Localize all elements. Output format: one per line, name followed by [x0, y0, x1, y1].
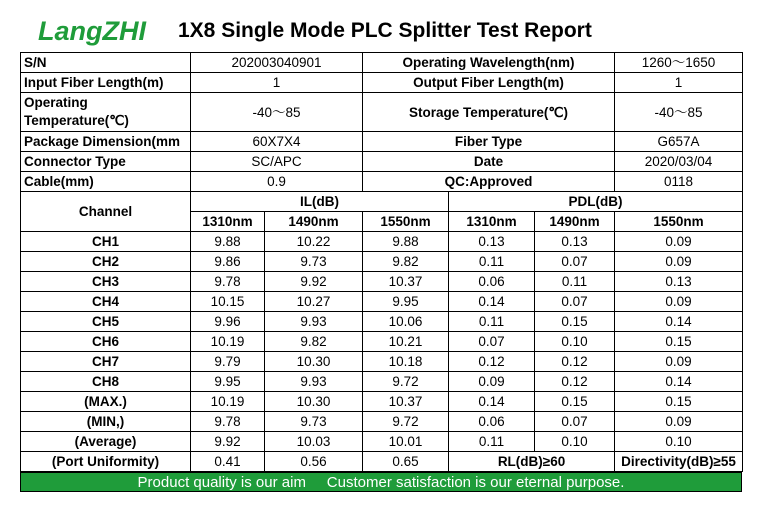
result-rows	[21, 232, 743, 452]
measurement-cell: 0.15	[615, 332, 743, 352]
measurement-cell: 10.30	[265, 392, 363, 412]
channel-name: (Average)	[21, 432, 191, 452]
il-header: IL(dB)	[191, 192, 449, 212]
table-row	[21, 432, 743, 452]
uniformity-row	[21, 452, 743, 472]
measurement-cell: 10.30	[265, 352, 363, 372]
uniformity-1490: 0.56	[265, 452, 363, 472]
measurement-cell: 0.09	[615, 412, 743, 432]
footer-slogan-left: Product quality is our aim	[137, 473, 306, 491]
measurement-cell: 0.06	[449, 412, 535, 432]
table-row	[21, 332, 743, 352]
channel-name: CH7	[21, 352, 191, 372]
measurement-cell: 0.09	[615, 232, 743, 252]
qc-label: QC:Approved	[363, 172, 615, 192]
measurement-cell: 10.21	[363, 332, 449, 352]
table-row	[21, 412, 743, 432]
channel-name: CH3	[21, 272, 191, 292]
sn-value: 202003040901	[191, 53, 363, 73]
channel-name: (MIN,)	[21, 412, 191, 432]
table-row	[21, 372, 743, 392]
table-row	[21, 272, 743, 292]
info-row-sn	[21, 53, 743, 73]
measurement-cell: 0.14	[615, 312, 743, 332]
measurement-cell: 9.96	[191, 312, 265, 332]
measurement-cell: 9.82	[265, 332, 363, 352]
measurement-cell: 9.93	[265, 372, 363, 392]
measurement-cell: 10.27	[265, 292, 363, 312]
package-dimension-label: Package Dimension(mm	[21, 132, 191, 152]
measurement-cell: 9.95	[191, 372, 265, 392]
qc-value: 0118	[615, 172, 743, 192]
measurement-cell: 0.10	[535, 432, 615, 452]
output-length-value: 1	[615, 73, 743, 93]
measurement-cell: 9.92	[265, 272, 363, 292]
measurement-cell: 0.06	[449, 272, 535, 292]
measurement-cell: 0.09	[615, 292, 743, 312]
operating-temp-label: Operating Temperature(℃)	[21, 93, 191, 132]
measurement-cell: 9.92	[191, 432, 265, 452]
info-row-temperature	[21, 93, 743, 132]
il-1310-header: 1310nm	[191, 212, 265, 232]
measurement-cell: 10.37	[363, 392, 449, 412]
measurement-cell: 0.14	[615, 372, 743, 392]
measurement-cell: 0.12	[535, 372, 615, 392]
channel-header: Channel	[21, 192, 191, 232]
measurement-cell: 0.11	[449, 252, 535, 272]
table-row	[21, 312, 743, 332]
logo-text: LangZHI	[38, 15, 146, 46]
channel-name: CH4	[21, 292, 191, 312]
measurement-cell: 0.07	[535, 252, 615, 272]
measurement-cell: 0.10	[615, 432, 743, 452]
measurement-cell: 10.18	[363, 352, 449, 372]
fiber-type-value: G657A	[615, 132, 743, 152]
table-row	[21, 352, 743, 372]
channel-name: CH1	[21, 232, 191, 252]
channel-name: CH2	[21, 252, 191, 272]
channel-name: CH6	[21, 332, 191, 352]
channel-name: (MAX.)	[21, 392, 191, 412]
measurement-cell: 0.13	[615, 272, 743, 292]
output-length-label: Output Fiber Length(m)	[363, 73, 615, 93]
channel-name: CH5	[21, 312, 191, 332]
measurement-cell: 9.73	[265, 412, 363, 432]
test-report-table	[20, 52, 743, 472]
measurement-cell: 9.82	[363, 252, 449, 272]
measurement-cell: 9.78	[191, 272, 265, 292]
il-1490-header: 1490nm	[265, 212, 363, 232]
measurement-cell: 10.06	[363, 312, 449, 332]
storage-temp-value: -40～85	[615, 93, 743, 132]
measurement-cell: 10.15	[191, 292, 265, 312]
table-row	[21, 392, 743, 412]
channel-name: CH8	[21, 372, 191, 392]
measurement-cell: 0.14	[449, 292, 535, 312]
wavelength-value: 1260～1650	[615, 53, 743, 73]
date-label: Date	[363, 152, 615, 172]
measurement-cell: 0.13	[535, 232, 615, 252]
measurement-cell: 0.15	[535, 392, 615, 412]
measurement-cell: 9.73	[265, 252, 363, 272]
uniformity-label: (Port Uniformity)	[21, 452, 191, 472]
measurement-cell: 0.15	[615, 392, 743, 412]
measurement-cell: 10.03	[265, 432, 363, 452]
uniformity-1550: 0.65	[363, 452, 449, 472]
measurement-cell: 0.11	[449, 312, 535, 332]
pdl-header: PDL(dB)	[449, 192, 743, 212]
results-group-header	[21, 192, 743, 212]
measurement-cell: 0.07	[535, 292, 615, 312]
measurement-cell: 10.19	[191, 332, 265, 352]
measurement-cell: 0.11	[449, 432, 535, 452]
measurement-cell: 9.93	[265, 312, 363, 332]
package-dimension-value: 60X7X4	[191, 132, 363, 152]
directivity-spec: Directivity(dB)≥55	[615, 452, 743, 472]
measurement-cell: 0.12	[449, 352, 535, 372]
pdl-1310-header: 1310nm	[449, 212, 535, 232]
measurement-cell: 0.11	[535, 272, 615, 292]
pdl-1490-header: 1490nm	[535, 212, 615, 232]
fiber-type-label: Fiber Type	[363, 132, 615, 152]
cable-label: Cable(mm)	[21, 172, 191, 192]
measurement-cell: 0.09	[615, 352, 743, 372]
measurement-cell: 10.01	[363, 432, 449, 452]
input-length-value: 1	[191, 73, 363, 93]
measurement-cell: 0.07	[449, 332, 535, 352]
connector-type-value: SC/APC	[191, 152, 363, 172]
input-length-label: Input Fiber Length(m)	[21, 73, 191, 93]
info-row-cable	[21, 172, 743, 192]
footer-gap	[306, 474, 327, 491]
measurement-cell: 9.72	[363, 372, 449, 392]
measurement-cell: 0.09	[449, 372, 535, 392]
footer-slogan-right: Customer satisfaction is our eternal purpose.	[326, 473, 625, 491]
measurement-cell: 0.10	[535, 332, 615, 352]
measurement-cell: 9.88	[363, 232, 449, 252]
measurement-cell: 9.86	[191, 252, 265, 272]
measurement-cell: 0.09	[615, 252, 743, 272]
report-title: 1X8 Single Mode PLC Splitter Test Report	[178, 19, 592, 42]
uniformity-1310: 0.41	[191, 452, 265, 472]
pdl-1550-header: 1550nm	[615, 212, 743, 232]
measurement-cell: 0.13	[449, 232, 535, 252]
table-row	[21, 232, 743, 252]
measurement-cell: 9.78	[191, 412, 265, 432]
return-loss-spec: RL(dB)≥60	[449, 452, 615, 472]
cable-value: 0.9	[191, 172, 363, 192]
measurement-cell: 10.37	[363, 272, 449, 292]
table-row	[21, 292, 743, 312]
storage-temp-label: Storage Temperature(℃)	[363, 93, 615, 132]
wavelength-label: Operating Wavelength(nm)	[363, 53, 615, 73]
connector-type-label: Connector Type	[21, 152, 191, 172]
table-row	[21, 252, 743, 272]
measurement-cell: 0.12	[535, 352, 615, 372]
info-row-connector	[21, 152, 743, 172]
measurement-cell: 0.15	[535, 312, 615, 332]
il-1550-header: 1550nm	[363, 212, 449, 232]
measurement-cell: 0.07	[535, 412, 615, 432]
footer-banner	[20, 472, 742, 492]
operating-temp-value: -40～85	[191, 93, 363, 132]
company-logo	[38, 14, 146, 48]
measurement-cell: 9.79	[191, 352, 265, 372]
measurement-cell: 0.14	[449, 392, 535, 412]
measurement-cell: 9.95	[363, 292, 449, 312]
measurement-cell: 10.19	[191, 392, 265, 412]
date-value: 2020/03/04	[615, 152, 743, 172]
info-row-fiber-length	[21, 73, 743, 93]
info-row-package	[21, 132, 743, 152]
sn-label: S/N	[21, 53, 191, 73]
measurement-cell: 9.72	[363, 412, 449, 432]
report-header	[20, 8, 742, 52]
measurement-cell: 9.88	[191, 232, 265, 252]
measurement-cell: 10.22	[265, 232, 363, 252]
